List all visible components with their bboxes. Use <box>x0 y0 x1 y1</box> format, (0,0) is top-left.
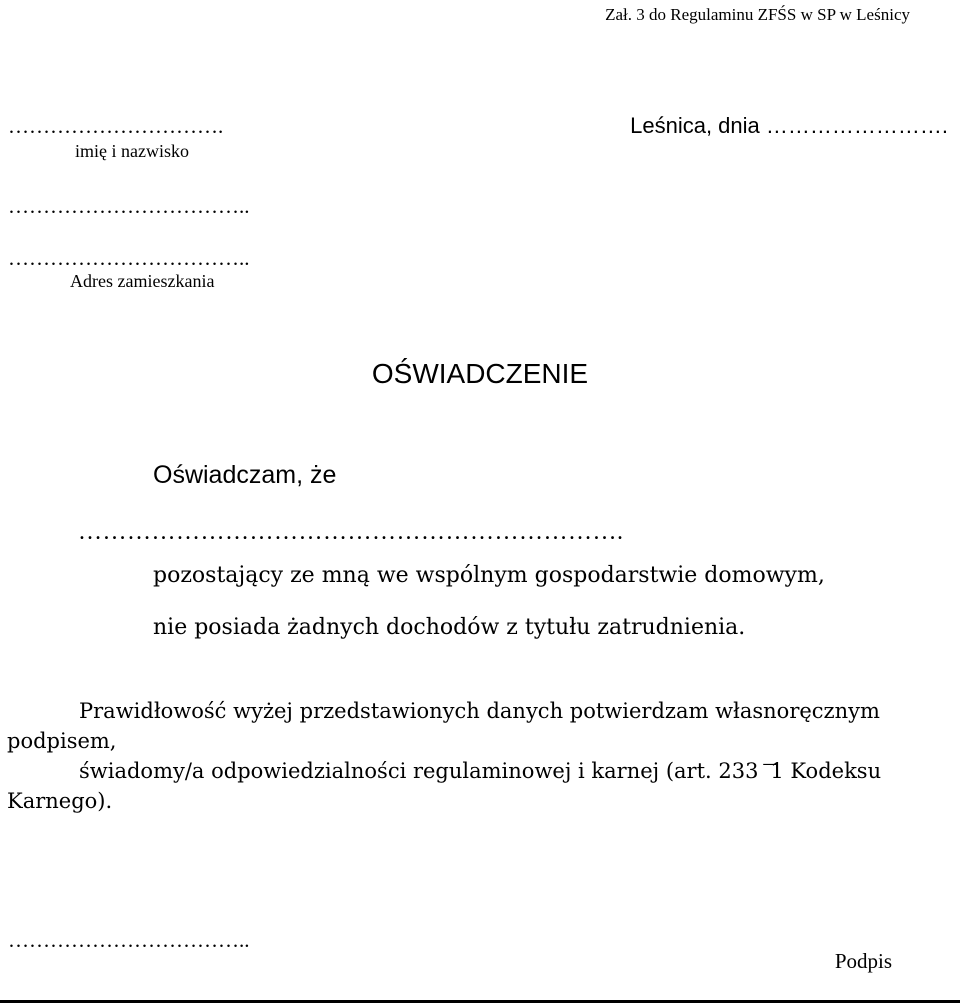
bottom-divider <box>0 1000 960 1003</box>
declaration-line-2: nie posiada żadnych dochodów z tytułu zatrudnienia. <box>153 615 746 640</box>
declaration-placeholder-dots: …………………………………………………………. <box>78 519 624 545</box>
annex-header: Zał. 3 do Regulaminu ZFŚS w SP w Leśnicy <box>605 5 910 24</box>
address-placeholder-dots-1: …………………………….. <box>8 194 250 218</box>
declaration-line-1: pozostający ze mną we wspólnym gospodarstwie domowym, <box>153 563 825 588</box>
confirmation-line-1: Prawidłowość wyżej przedstawionych danych potwierdzam własnoręcznym <box>79 699 880 723</box>
name-placeholder-dots: …………………………. <box>8 114 224 138</box>
signature-label: Podpis <box>834 949 892 973</box>
confirmation-line-2: świadomy/a odpowiedzialności regulaminowej i karnej (art. 233 ͞ 1 Kodeksu <box>79 759 882 783</box>
confirmation-line-2-cont: Karnego). <box>7 789 113 813</box>
name-label: imię i nazwisko <box>75 141 189 161</box>
place-date: Leśnica, dnia ……………………. <box>630 113 948 138</box>
address-placeholder-dots-2: …………………………….. <box>8 246 250 270</box>
document-title: OŚWIADCZENIE <box>371 358 589 389</box>
address-label: Adres zamieszkania <box>70 271 215 291</box>
declaration-intro: Oświadczam, że <box>153 461 337 489</box>
confirmation-paragraph <box>7 696 952 816</box>
signature-placeholder-dots: …………………………….. <box>8 928 250 952</box>
confirmation-line-1-cont: podpisem, <box>7 729 117 753</box>
